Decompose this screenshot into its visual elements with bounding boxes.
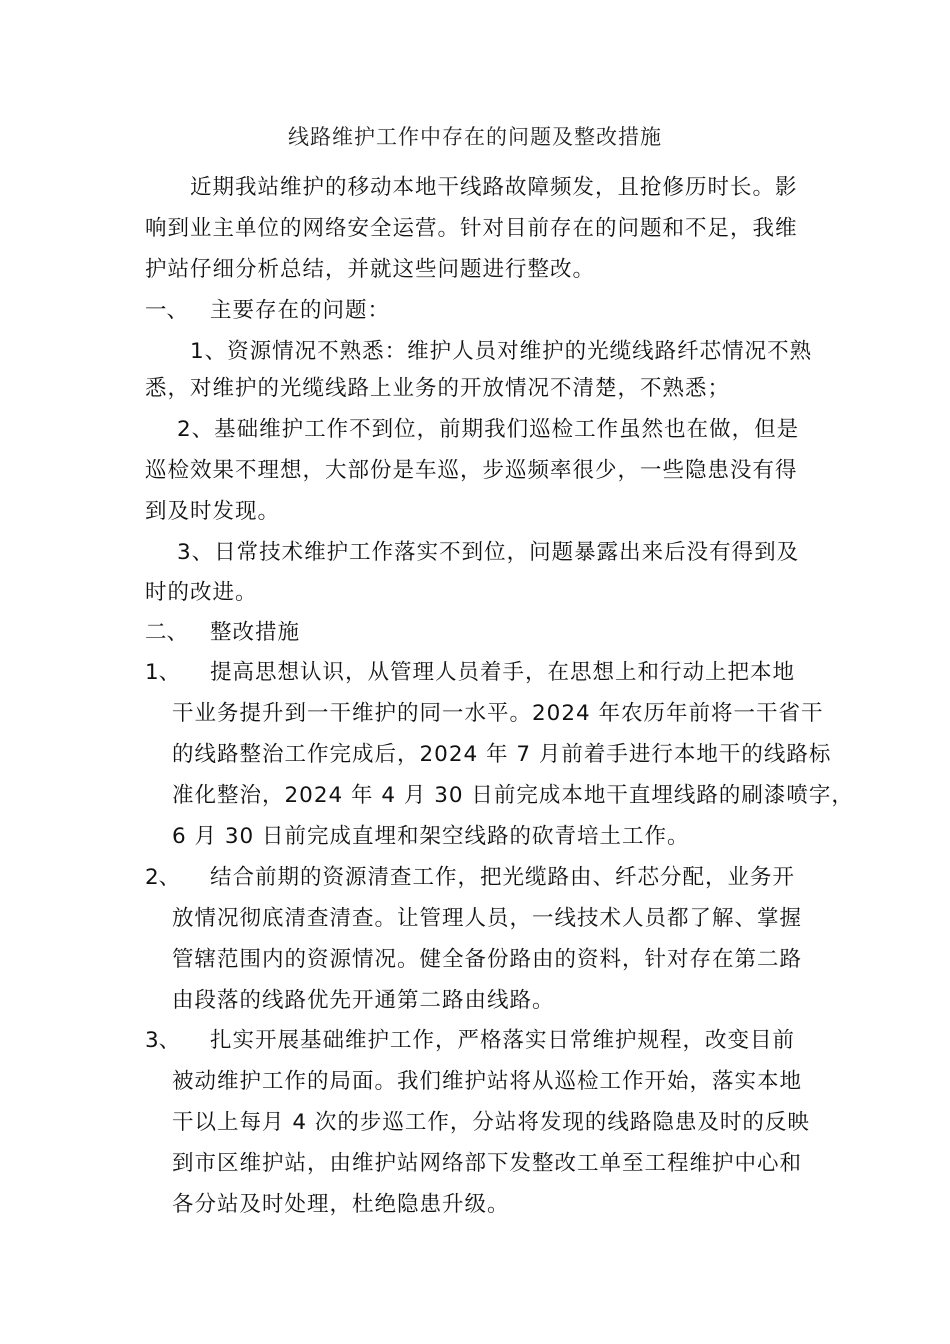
section-1-number: 一、 [145,298,189,323]
measure-1-line-4: 准化整治，2024 年 4 月 30 日前完成本地干直埋线路的刷漆喷字， [172,783,854,808]
section-2-heading: 整改措施 [210,620,301,645]
problem-1-line-2: 悉，对维护的光缆线路上业务的开放情况不清楚，不熟悉； [145,376,731,401]
measure-3-line-4: 到市区维护站，由维护站网络部下发整改工单至工程维护中心和 [172,1151,803,1176]
intro-line-1: 近期我站维护的移动本地干线路故障频发，且抢修历时长。影 [190,175,798,200]
measure-2-line-3: 管辖范围内的资源情况。健全备份路由的资料，针对存在第二路 [172,947,803,972]
measure-1-number: 1、 [145,660,181,685]
problem-2-line-1: 2、基础维护工作不到位，前期我们巡检工作虽然也在做，但是 [177,417,800,442]
measure-1-line-3: 的线路整治工作完成后，2024 年 7 月前着手进行本地干的线路标 [172,742,832,767]
section-1-heading: 主要存在的问题： [210,298,391,323]
measure-1-line-5: 6 月 30 日前完成直埋和架空线路的砍青培土工作。 [172,824,690,849]
measure-1-line-2: 干业务提升到一干维护的同一水平。2024 年农历年前将一干省干 [172,701,824,726]
measure-2-line-1: 结合前期的资源清查工作，把光缆路由、纤芯分配，业务开 [210,865,796,890]
measure-1-line-1: 提高思想认识，从管理人员着手，在思想上和行动上把本地 [210,660,796,685]
intro-line-3: 护站仔细分析总结，并就这些问题进行整改。 [145,257,596,282]
measure-3-line-5: 各分站及时处理，杜绝隐患升级。 [172,1192,510,1217]
problem-3-line-1: 3、日常技术维护工作落实不到位，问题暴露出来后没有得到及 [177,540,800,565]
measure-3-number: 3、 [145,1028,181,1053]
intro-line-2: 响到业主单位的网络安全运营。针对目前存在的问题和不足，我维 [145,216,798,241]
section-2-number: 二、 [145,620,189,645]
measure-2-number: 2、 [145,865,181,890]
problem-2-line-2: 巡检效果不理想，大部份是车巡，步巡频率很少，一些隐患没有得 [145,458,798,483]
measure-3-line-1: 扎实开展基础维护工作，严格落实日常维护规程，改变目前 [210,1028,796,1053]
document-title: 线路维护工作中存在的问题及整改措施 [288,125,662,149]
measure-2-line-2: 放情况彻底清查清查。让管理人员，一线技术人员都了解、掌握 [172,906,803,931]
measure-3-line-2: 被动维护工作的局面。我们维护站将从巡检工作开始，落实本地 [172,1069,803,1094]
problem-2-line-3: 到及时发现。 [145,499,281,524]
problem-3-line-2: 时的改进。 [145,580,258,605]
problem-1-line-1: 1、资源情况不熟悉：维护人员对维护的光缆线路纤芯情况不熟 [190,339,813,364]
measure-2-line-4: 由段落的线路优先开通第二路由线路。 [172,988,555,1013]
measure-3-line-3: 干以上每月 4 次的步巡工作，分站将发现的线路隐患及时的反映 [172,1110,810,1135]
